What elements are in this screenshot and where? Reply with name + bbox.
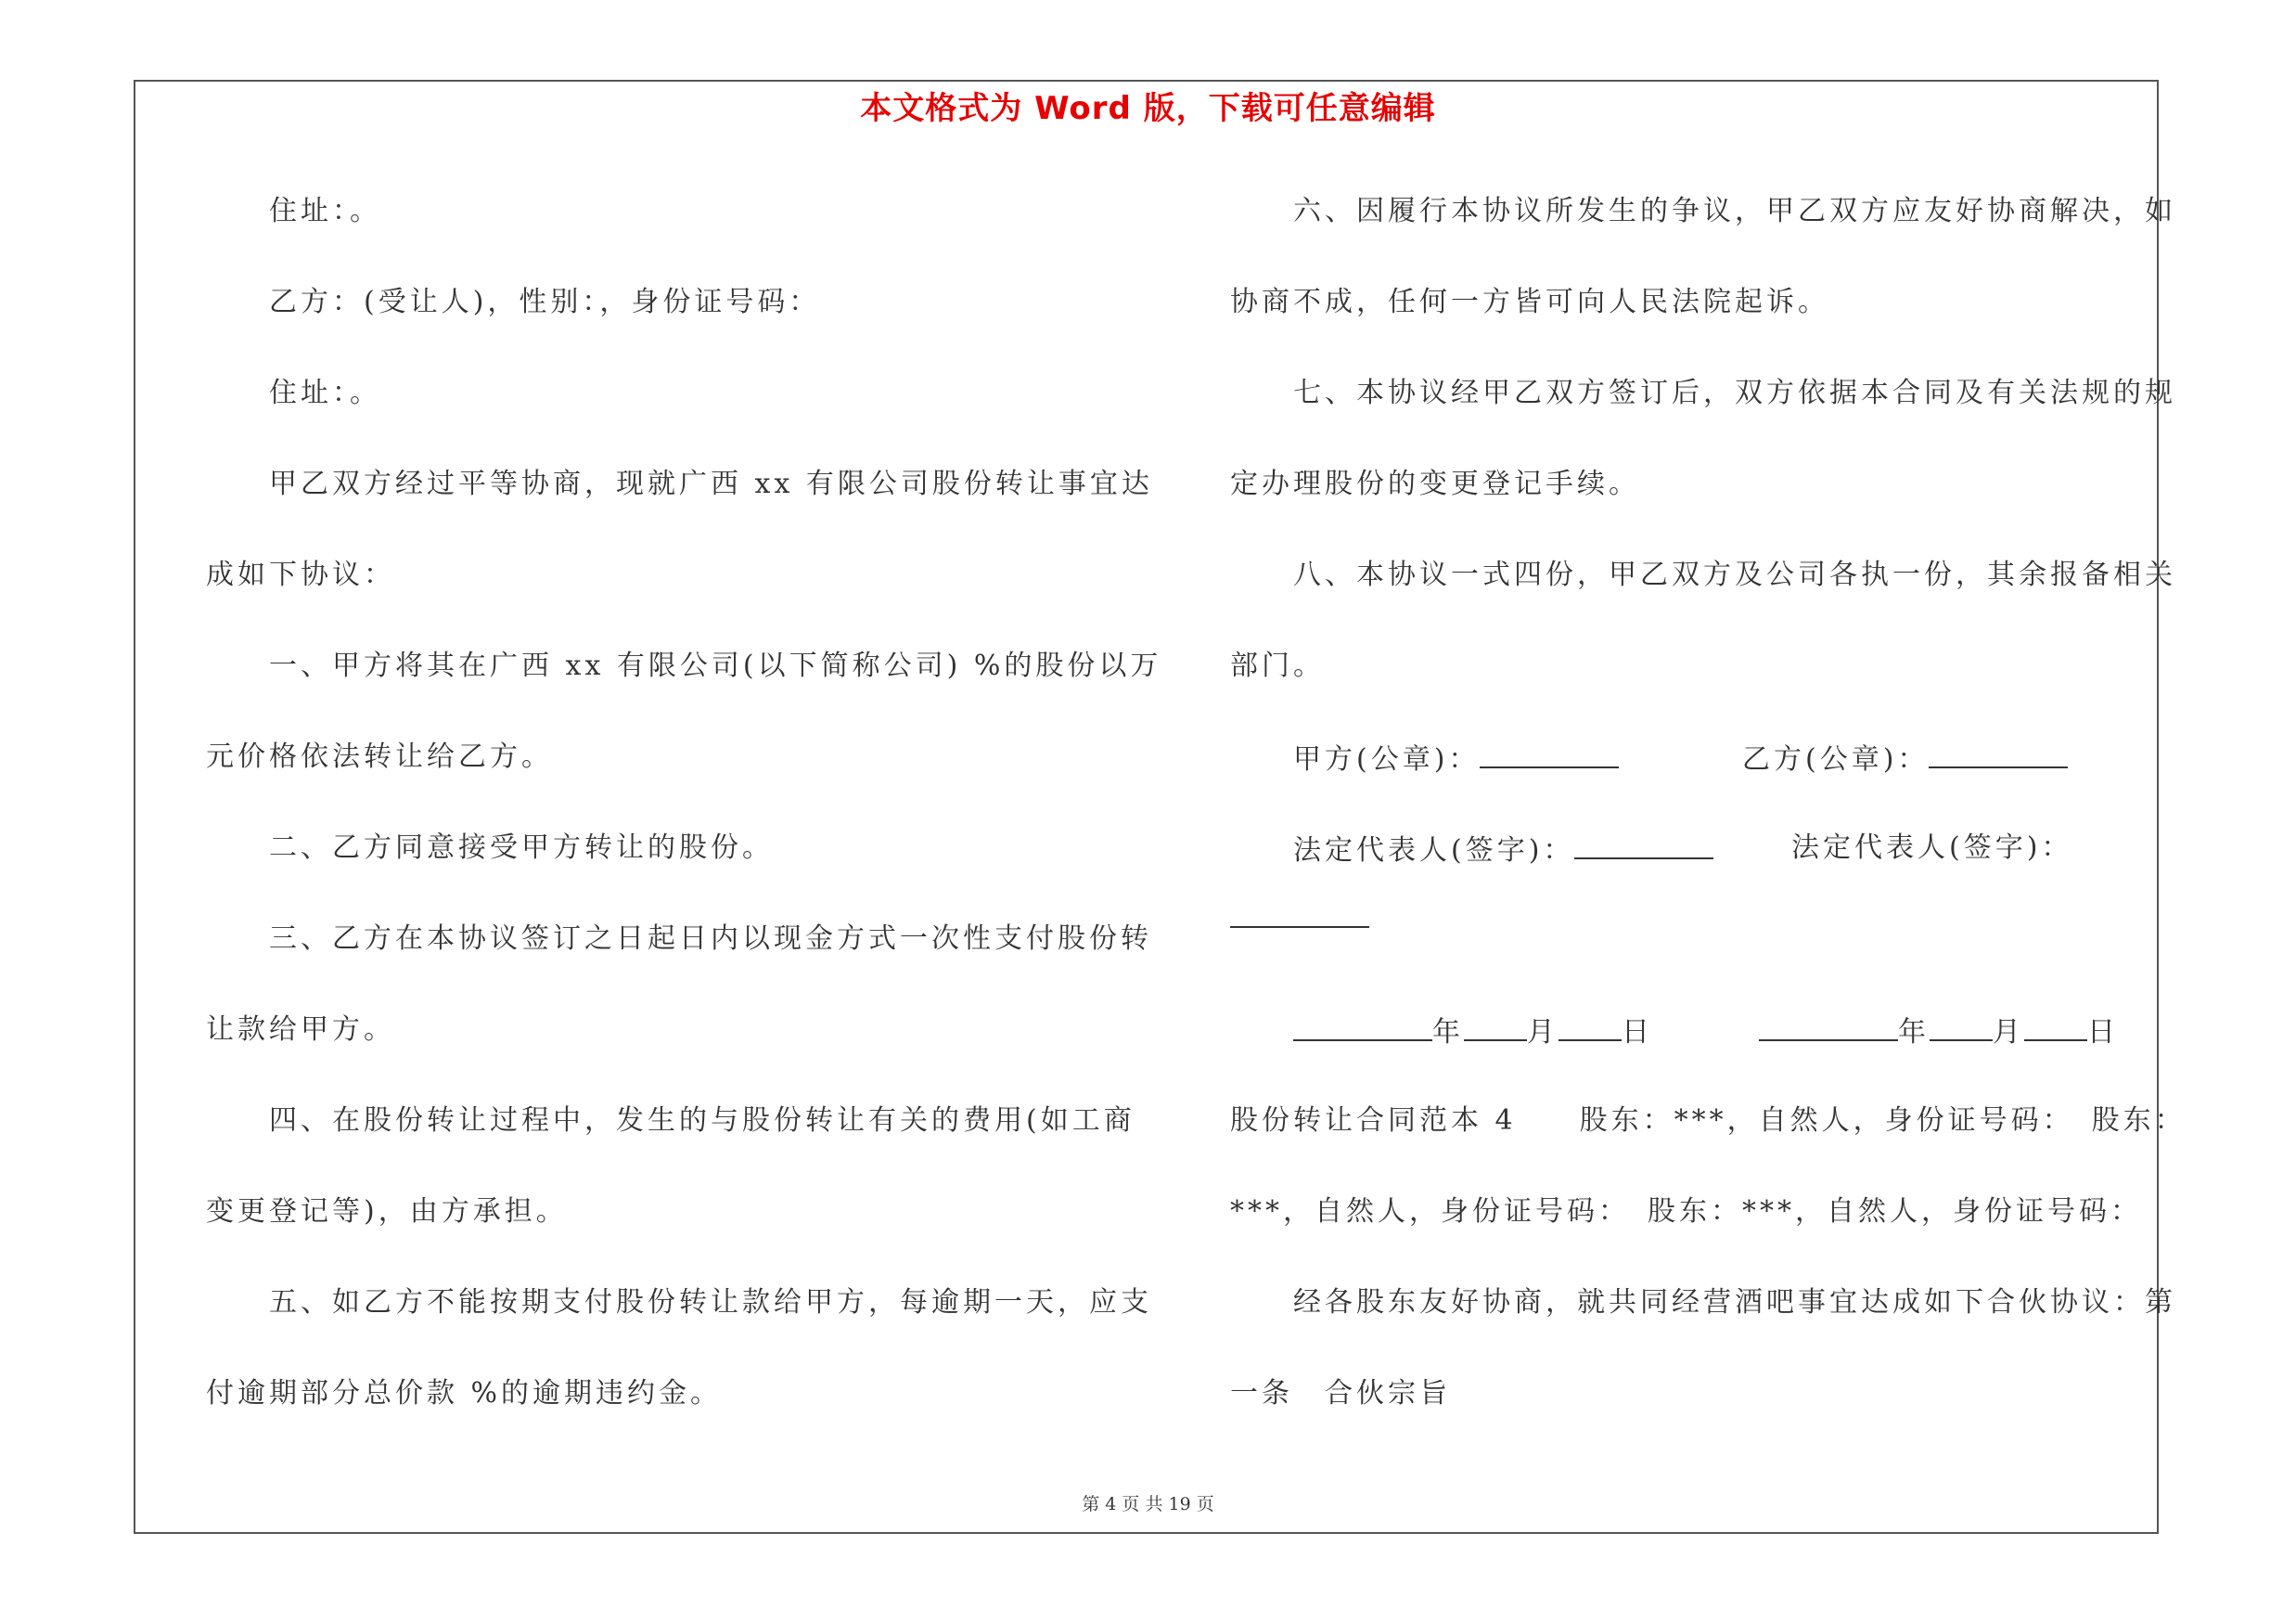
- paragraph-line: 住址：。: [269, 195, 381, 227]
- paragraph-line: 股份转让合同范本 4 股东：***，自然人，身份证号码： 股东：: [1230, 1104, 2187, 1137]
- year-label: 年: [1432, 1016, 1464, 1049]
- party-b-rep-blank: [1230, 889, 1369, 945]
- day-label: 日: [1622, 1016, 1653, 1049]
- party-a-seal-field: [1293, 729, 1619, 785]
- month-label: 月: [1527, 1016, 1558, 1049]
- paragraph-line: 付逾期部分总价款 %的逾期违约金。: [206, 1377, 723, 1410]
- month-blank: [1930, 1002, 1993, 1041]
- party-b-rep-label: 法定代表人(签字)：: [1791, 831, 2073, 864]
- day-blank: [1558, 1002, 1622, 1041]
- document-header-title: 本文格式为 Word 版，下载可任意编辑: [860, 90, 1436, 127]
- paragraph-line: 协商不成，任何一方皆可向人民法院起诉。: [1230, 286, 1829, 318]
- paragraph-line: 部门。: [1230, 650, 1325, 682]
- paragraph-line: 六、因履行本协议所发生的争议，甲乙双方应友好协商解决，如: [1293, 195, 2176, 227]
- year-blank: [1759, 1002, 1898, 1041]
- paragraph-line: 一、甲方将其在广西 xx 有限公司(以下简称公司) %的股份以万: [269, 650, 1162, 682]
- paragraph-line: 乙方：(受让人)，性别：，身份证号码：: [269, 286, 821, 318]
- paragraph-line: ***，自然人，身份证号码： 股东：***，自然人，身份证号码：: [1230, 1195, 2142, 1228]
- paragraph-line: 四、在股份转让过程中，发生的与股份转让有关的费用(如工商: [269, 1104, 1135, 1137]
- signature-blank: [1574, 820, 1713, 859]
- party-b-rep-field: [1791, 820, 2072, 876]
- paragraph-line: 七、本协议经甲乙双方签订后，双方依据本合同及有关法规的规: [1293, 377, 2176, 409]
- paragraph-line: 二、乙方同意接受甲方转让的股份。: [269, 831, 774, 864]
- party-a-date-field: [1293, 1002, 1653, 1058]
- paragraph-line: 住址：。: [269, 377, 381, 409]
- day-label: 日: [2087, 1016, 2119, 1049]
- paragraph-line: 让款给甲方。: [206, 1013, 395, 1046]
- party-b-date-field: [1759, 1002, 2119, 1058]
- month-label: 月: [1993, 1016, 2024, 1049]
- page-footer: 第 4 页 共 19 页: [1082, 1494, 1214, 1514]
- party-b-seal-field: [1742, 729, 2068, 785]
- paragraph-line: 定办理股份的变更登记手续。: [1230, 468, 1640, 500]
- party-a-seal-label: 甲方(公章)：: [1293, 743, 1481, 776]
- paragraph-line: 甲乙双方经过平等协商，现就广西 xx 有限公司股份转让事宜达: [269, 468, 1153, 500]
- signature-blank: [1480, 729, 1619, 768]
- paragraph-line: 成如下协议：: [206, 559, 395, 591]
- signature-blank: [1929, 729, 2068, 768]
- paragraph-line: 经各股东友好协商，就共同经营酒吧事宜达成如下合伙协议：第: [1293, 1286, 2176, 1319]
- party-a-rep-field: [1293, 820, 1713, 876]
- paragraph-line: 三、乙方在本协议签订之日起日内以现金方式一次性支付股份转: [269, 922, 1152, 955]
- signature-blank: [1230, 889, 1369, 928]
- party-b-seal-label: 乙方(公章)：: [1742, 743, 1930, 776]
- party-a-rep-label: 法定代表人(签字)：: [1293, 834, 1575, 867]
- paragraph-line: 变更登记等)，由方承担。: [206, 1195, 568, 1228]
- month-blank: [1464, 1002, 1527, 1041]
- paragraph-line: 五、如乙方不能按期支付股份转让款给甲方，每逾期一天，应支: [269, 1286, 1152, 1319]
- paragraph-line: 八、本协议一式四份，甲乙双方及公司各执一份，其余报备相关: [1293, 559, 2176, 591]
- paragraph-line: 元价格依法转让给乙方。: [206, 741, 553, 773]
- day-blank: [2024, 1002, 2087, 1041]
- year-label: 年: [1898, 1016, 1930, 1049]
- year-blank: [1293, 1002, 1432, 1041]
- paragraph-line: 一条 合伙宗旨: [1230, 1377, 1451, 1410]
